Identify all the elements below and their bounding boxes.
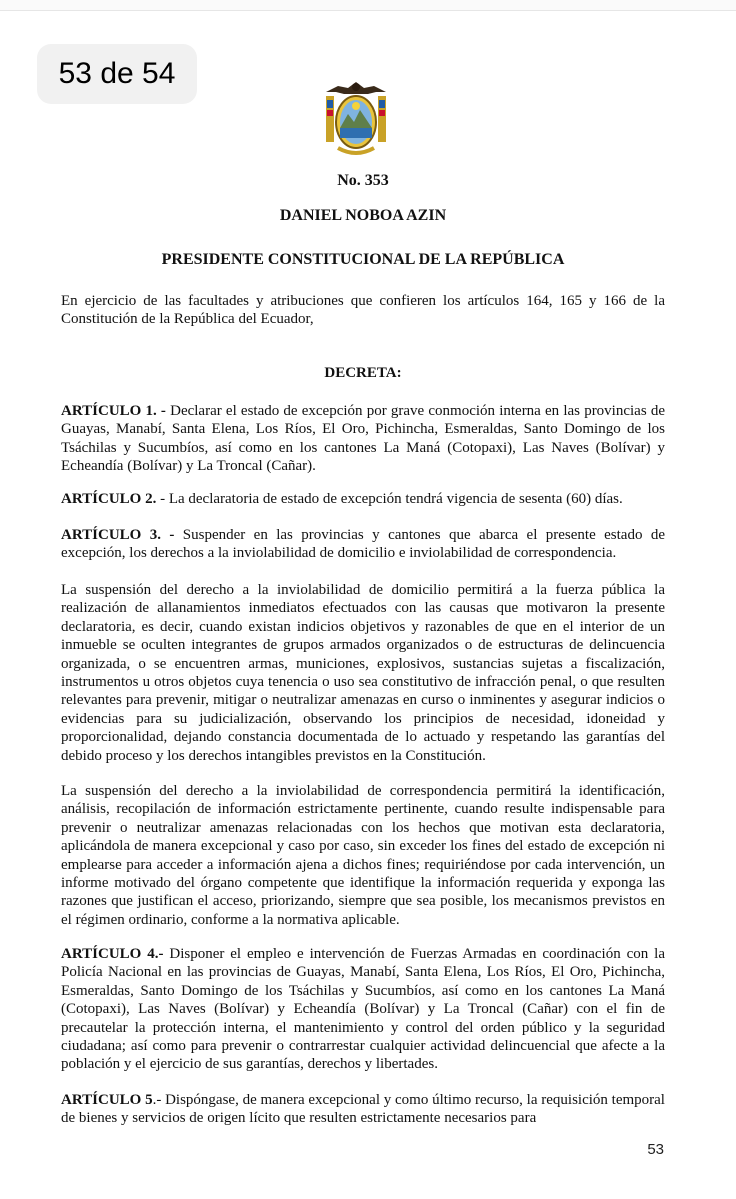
article-5-label: ARTÍCULO 5 bbox=[61, 1092, 153, 1108]
decree-number: No. 353 bbox=[337, 172, 389, 189]
article-2 bbox=[61, 490, 665, 508]
preamble: En ejercicio de las facultades y atribuciones que confieren los artículos 164, 165 y 166 de la Constitución de la República del Ecuador, bbox=[61, 293, 665, 328]
article-4-label: ARTÍCULO 4.- bbox=[61, 946, 164, 962]
article-5-text: .- Dispóngase, de manera excepcional y como último recurso, la requisición temporal de bienes y servicios de origen lícito que resulten estrictamente necesarios para bbox=[61, 1092, 665, 1127]
article-1 bbox=[61, 402, 665, 476]
page-number: 53 bbox=[647, 1141, 664, 1158]
president-office: PRESIDENTE CONSTITUCIONAL DE LA REPÚBLICA bbox=[161, 251, 565, 268]
viewer-top-bar bbox=[0, 0, 736, 11]
decreta-heading: DECRETA: bbox=[324, 365, 402, 381]
paragraph-domicilio: La suspensión del derecho a la inviolabilidad de domicilio permitirá a la fuerza pública la realización de allanamientos inmediatos efectuados con las causas que motivaron la presente declaratoria, es decir, cuando existan indicios objetivos y razonables de que en el interior de un inmueble se oculten integrantes de grupos armados organizados o de estructuras de delincuencia organizada, o se encuentren armas, municiones, explosivos, sustancias sujetas a fiscalización, instrumentos u otros objetos cuya tenencia o uso sea constitutivo de infracción penal, o que resulten relevantes para prevenir, mitigar o neutralizar amenazas en curso o inminentes y asegurar indicios o evidencias para su judicialización, observando los principios de necesidad, idoneidad y proporcionalidad, dejando constancia documentada de lo actuado y respetando las garantías del debido proceso y los derechos intangibles previstos en la Constitución. bbox=[61, 582, 665, 764]
article-1-text: Declarar el estado de excepción por grave conmoción interna en las provincias de Guayas, Manabí, Santa Elena, Los Ríos, El Oro, Pichincha, Esmeraldas, Santo Domingo de los Tsáchilas y Sucumbíos, así como en los cantones La Maná (Cotopaxi), Las Naves (Bolívar) y Echeandía (Bolívar) y La Troncal (Cañar). bbox=[61, 403, 666, 475]
article-4-text: Disponer el empleo e intervención de Fuerzas Armadas en coordinación con la Policía Nacional en las provincias de Guayas, Manabí, Santa Elena, Los Ríos, El Oro, Pichincha, Esmeraldas, Santo Domingo de los Tsáchilas y Sucumbíos, así como en los cantones La Maná (Cotopaxi), Las Naves (Bolívar) y Echeandía (Bolívar) y La Troncal (Cañar) con el fin de precautelar la protección interna, el mantenimiento y control del orden público y la seguridad ciudadana; así como para prevenir o contrarrestar cualquier actividad delincuencial que afecte a la población y el ejercicio de sus garantías, derechos y libertades. bbox=[61, 946, 665, 1073]
article-2-label: ARTÍCULO 2. bbox=[61, 491, 157, 507]
article-1-label: ARTÍCULO 1. - bbox=[61, 403, 166, 419]
article-5 bbox=[61, 1091, 665, 1128]
article-4 bbox=[61, 945, 665, 1074]
article-3 bbox=[61, 526, 665, 563]
page-counter-badge: 53 de 54 bbox=[37, 44, 197, 104]
article-2-text: - La declaratoria de estado de excepción tendrá vigencia de sesenta (60) días. bbox=[160, 491, 623, 507]
president-name: DANIEL NOBOA AZIN bbox=[279, 207, 447, 224]
ecuador-coat-of-arms-icon bbox=[318, 78, 394, 162]
article-3-text: Suspender en las provincias y cantones que abarca el presente estado de excepción, los derechos a la inviolabilidad de domicilio e inviolabilidad de correspondencia. bbox=[61, 527, 666, 562]
article-3-label: ARTÍCULO 3. - bbox=[61, 527, 175, 543]
paragraph-correspondencia: La suspensión del derecho a la inviolabilidad de correspondencia permitirá la identificación, análisis, recopilación de información estrictamente pertinente, cuando resulte indispensable para prevenir o neutralizar amenazas relacionadas con los hechos que motivan esta declaratoria, aplicándola de manera excepcional y caso por caso, sin exceder los fines del estado de excepción ni emplearse para acceder a información ajena a dichos fines; requiriéndose por cada intervención, un informe motivado del órgano competente que identifique la información requerida y exponga las razones que justifican el acceso, priorizando, siempre que sea posible, los mecanismos previstos en el régimen ordinario, conforme a la normativa aplicable. bbox=[61, 783, 665, 928]
